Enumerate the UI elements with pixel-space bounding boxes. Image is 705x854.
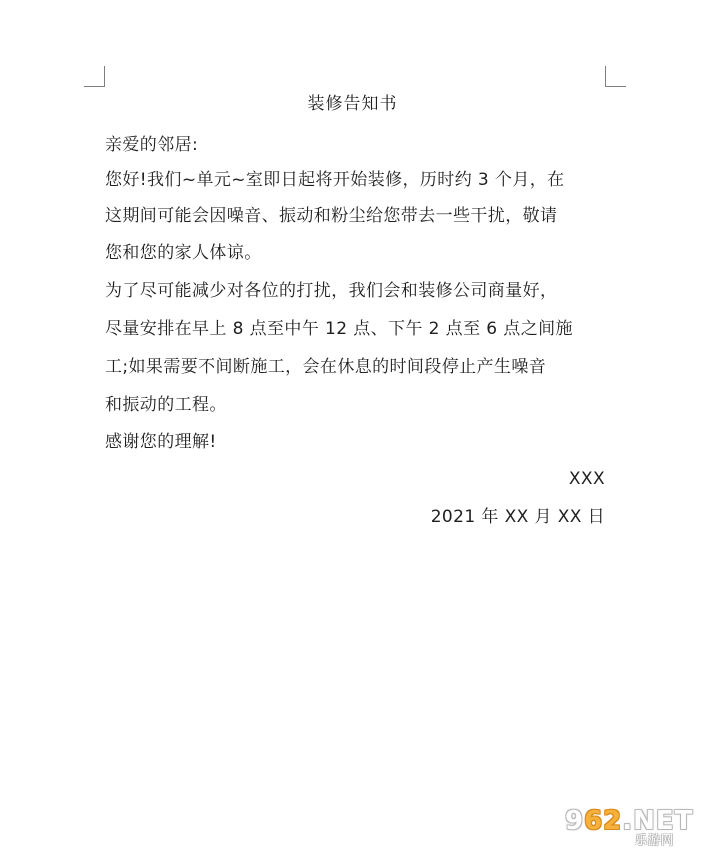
watermark-subtitle: 乐游网 [635,833,675,847]
closing-line: 感谢您的理解! [105,432,217,452]
document-title: 装修告知书 [307,94,398,114]
watermark-logo [565,806,693,836]
signature: XXX [568,469,605,489]
watermark-suffix: .NET [622,806,694,836]
body-line: 工;如果需要不间断施工，会在休息的时间段停止产生噪音 [105,357,547,377]
site-watermark [565,806,697,850]
crop-mark-top-right [605,66,626,87]
body-line: 这期间可能会因噪音、振动和粉尘给您带去一些干扰，敬请 [105,206,558,226]
body-line: 您好!我们~单元~室即日起将开始装修，历时约 3 个月，在 [105,170,565,190]
watermark-number: 62 [584,806,623,836]
crop-mark-top-left [84,66,105,87]
date: 2021 年 XX 月 XX 日 [430,507,605,527]
watermark-prefix: 9 [565,806,585,836]
body-line: 为了尽可能减少对各位的打扰，我们会和装修公司商量好， [105,281,558,301]
body-line: 和振动的工程。 [105,395,227,415]
body-line: 您和您的家人体谅。 [105,243,262,263]
salutation: 亲爱的邻居: [105,135,199,155]
body-line: 尽量安排在早上 8 点至中午 12 点、下午 2 点至 6 点之间施 [105,319,573,339]
